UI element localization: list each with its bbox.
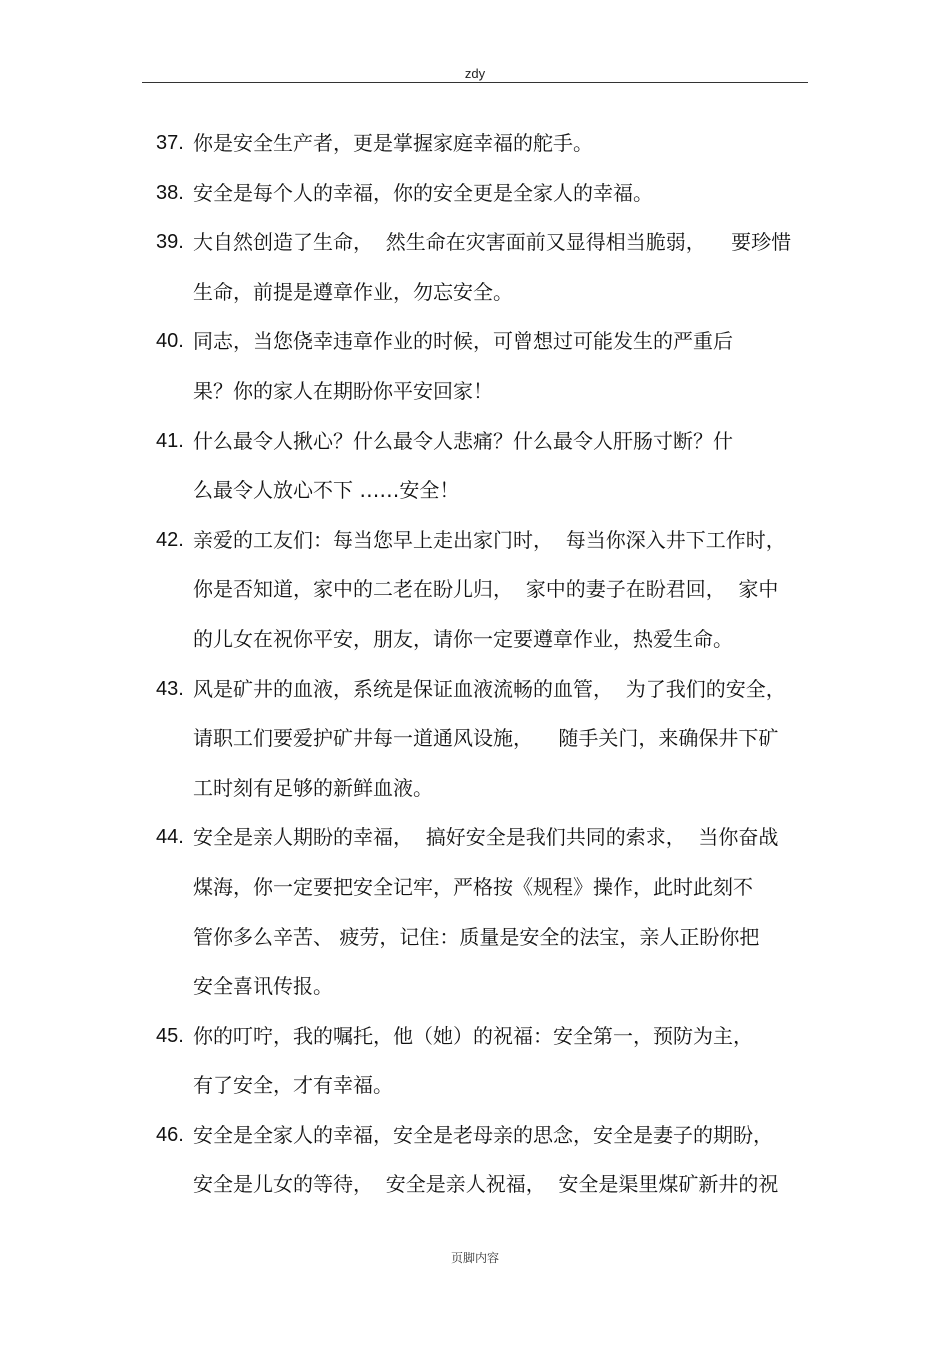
list-item-number: 40. bbox=[156, 330, 184, 353]
list-item bbox=[0, 1012, 950, 1111]
list-item-number: 41. bbox=[156, 429, 184, 452]
list-item-line bbox=[0, 863, 950, 913]
list-item-text: 同志，当您侥幸违章作业的时候，可曾想过可能发生的严重后 bbox=[193, 329, 733, 354]
list-item-text: 么最令人放心不下 ……安全！ bbox=[193, 478, 460, 503]
list-item-text: 安全是儿女的等待， 安全是亲人祝福， 安全是渠里煤矿新井的祝 bbox=[193, 1172, 779, 1197]
list-item-number: 45. bbox=[156, 1024, 184, 1047]
list-item bbox=[0, 218, 950, 317]
list-item-line bbox=[0, 218, 950, 268]
list-item-line bbox=[0, 417, 950, 467]
list-item-text: 安全是亲人期盼的幸福， 搞好安全是我们共同的索求， 当你奋战 bbox=[193, 825, 779, 850]
page-footer: 页脚内容 bbox=[450, 1251, 499, 1265]
list-item-line bbox=[0, 565, 950, 615]
list-item-line bbox=[0, 714, 950, 764]
list-item-text: 风是矿井的血液，系统是保证血液流畅的血管， 为了我们的安全， bbox=[193, 676, 786, 701]
list-item-text: 工时刻有足够的新鲜血液。 bbox=[193, 775, 433, 800]
list-item bbox=[0, 665, 950, 814]
list-item-line bbox=[0, 317, 950, 367]
list-item-line bbox=[0, 268, 950, 318]
list-item-line bbox=[0, 962, 950, 1012]
list-item-number: 38. bbox=[156, 181, 184, 204]
list-item bbox=[0, 417, 950, 516]
list-item-line bbox=[0, 813, 950, 863]
list-item-line bbox=[0, 119, 950, 169]
document-body bbox=[0, 119, 950, 1210]
list-item-number: 37. bbox=[156, 132, 184, 154]
list-item-line bbox=[0, 1061, 950, 1111]
list-item-text: 安全是每个人的幸福，你的安全更是全家人的幸福。 bbox=[193, 180, 653, 205]
list-item-text: 安全喜讯传报。 bbox=[193, 974, 333, 999]
list-item-line bbox=[0, 1111, 950, 1161]
list-item-text: 生命，前提是遵章作业，勿忘安全。 bbox=[193, 279, 513, 304]
list-item-number: 43. bbox=[156, 677, 184, 700]
list-item bbox=[0, 516, 950, 665]
list-item-text: 的儿女在祝你平安，朋友，请你一定要遵章作业，热爱生命。 bbox=[193, 626, 733, 651]
list-item-text: 有了安全，才有幸福。 bbox=[193, 1073, 393, 1098]
list-item-line bbox=[0, 665, 950, 715]
list-item bbox=[0, 119, 950, 169]
list-item-line bbox=[0, 466, 950, 516]
list-item-line bbox=[0, 764, 950, 814]
list-item-line bbox=[0, 1160, 950, 1210]
list-item-line bbox=[0, 913, 950, 963]
list-item-number: 42. bbox=[156, 528, 184, 551]
list-item-text: 大自然创造了生命， 然生命在灾害面前又显得相当脆弱， 要珍惜 bbox=[193, 230, 792, 255]
list-item-line bbox=[0, 367, 950, 417]
list-item bbox=[0, 317, 950, 416]
list-item bbox=[0, 813, 950, 1011]
list-item-number: 39. bbox=[156, 231, 184, 254]
list-item-line bbox=[0, 169, 950, 219]
list-item-text: 亲爱的工友们：每当您早上走出家门时， 每当你深入井下工作时， bbox=[193, 527, 786, 552]
list-item bbox=[0, 1111, 950, 1210]
list-item-text: 管你多么辛苦、 疲劳，记住：质量是安全的法宝，亲人正盼你把 bbox=[193, 924, 760, 949]
list-item-line bbox=[0, 516, 950, 566]
list-item-number: 44. bbox=[156, 826, 184, 849]
header-divider bbox=[142, 82, 808, 83]
list-item-text: 安全是全家人的幸福，安全是老母亲的思念，安全是妻子的期盼， bbox=[193, 1122, 773, 1147]
list-item-number: 46. bbox=[156, 1123, 184, 1146]
page-header: zdy bbox=[464, 66, 486, 81]
list-item-line bbox=[0, 615, 950, 665]
list-item-text: 你是否知道，家中的二老在盼儿归， 家中的妻子在盼君回， 家中 bbox=[193, 577, 779, 602]
list-item-text: 什么最令人揪心？什么最令人悲痛？什么最令人肝肠寸断？什 bbox=[193, 428, 733, 453]
list-item-text: 果？你的家人在期盼你平安回家！ bbox=[193, 378, 493, 403]
list-item bbox=[0, 169, 950, 219]
list-item-text: 请职工们要爱护矿井每一道通风设施， 随手关门，来确保井下矿 bbox=[193, 726, 779, 751]
list-item-line bbox=[0, 1012, 950, 1062]
list-item-text: 煤海，你一定要把安全记牢，严格按《规程》操作，此时此刻不 bbox=[193, 874, 753, 899]
list-item-text: 你是安全生产者，更是掌握家庭幸福的舵手。 bbox=[193, 131, 593, 155]
list-item-text: 你的叮咛，我的嘱托，他（她）的祝福：安全第一，预防为主， bbox=[193, 1023, 753, 1048]
